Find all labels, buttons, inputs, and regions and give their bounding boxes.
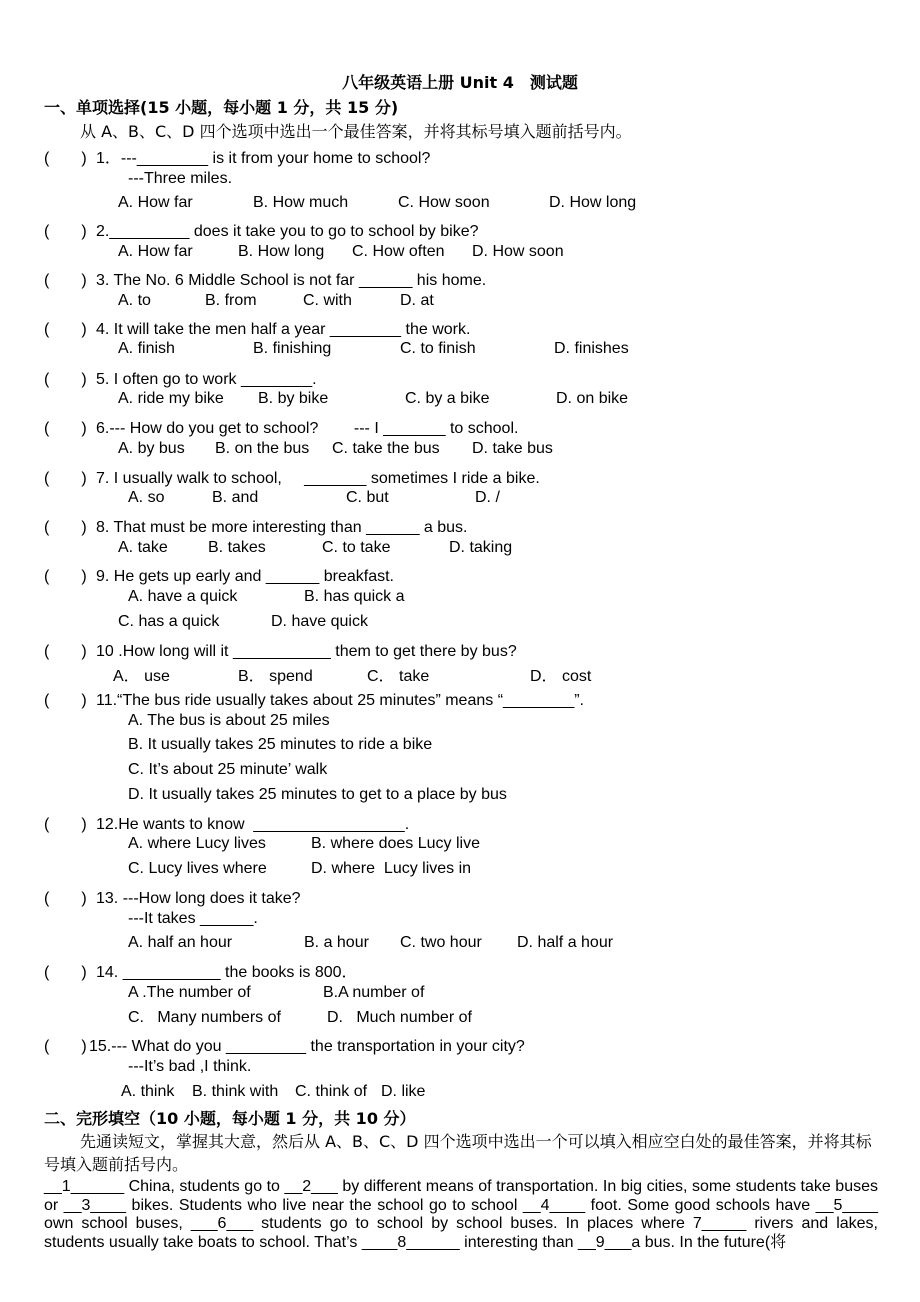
question-2 <box>44 218 479 241</box>
option: B. It usually takes 25 minutes to ride a bike <box>128 736 433 753</box>
answer-bracket: ( ) <box>44 519 87 536</box>
question-12 <box>44 811 409 834</box>
answer-bracket: ( ) <box>44 692 87 709</box>
question-9 <box>44 563 394 586</box>
option: B. where does Lucy live <box>311 835 480 852</box>
question-1 <box>44 145 430 168</box>
option: C. to take <box>322 539 391 556</box>
question-text: 6.--- How do you get to school? --- I _______ to school. <box>96 420 519 437</box>
question-text: 15.--- What do you _________ the transportation in your city? <box>89 1038 525 1055</box>
option: C. two hour <box>400 934 482 951</box>
option: B. think with <box>192 1083 279 1100</box>
option: B. on the bus <box>215 440 310 457</box>
question-text: 8. That must be more interesting than ______ a bus. <box>96 519 468 536</box>
answer-bracket: ( ) <box>44 964 87 981</box>
option: B. How long <box>238 243 325 260</box>
answer-bracket: ( ) <box>44 371 87 388</box>
question-text: 12.He wants to know _________________. <box>96 816 410 833</box>
question-text: 4. It will take the men half a year ________ the work. <box>96 321 471 338</box>
option: B. How much <box>253 194 349 211</box>
option: D. on bike <box>556 390 629 407</box>
option: C. to finish <box>400 340 476 357</box>
option: B. finishing <box>253 340 332 357</box>
option: D. where Lucy lives in <box>311 860 472 877</box>
question-text: 14. ___________ the books is 800． <box>96 964 358 981</box>
option: C. Many numbers of <box>128 1009 281 1026</box>
question-text: 2._________ does it take you to go to school by bike? <box>96 223 479 240</box>
answer-bracket: ( ) <box>44 470 87 487</box>
answer-bracket: ( ) <box>44 223 87 240</box>
question-6 <box>44 415 518 438</box>
answer-bracket: ( ) <box>44 272 87 289</box>
question-text: 13. ---How long does it take? <box>96 890 301 907</box>
option: C. but <box>346 489 389 506</box>
question-text: 1．---________ is it from your home to school? <box>96 150 431 167</box>
option: A. where Lucy lives <box>128 835 266 852</box>
answer-bracket: ( ) <box>44 816 87 833</box>
answer-bracket: ( ) <box>44 321 87 338</box>
option: C. think of <box>295 1083 368 1100</box>
option: C. take the bus <box>332 440 440 457</box>
question-text: 11.“The bus ride usually takes about 25 minutes” means “________”. <box>96 692 584 709</box>
option: A. so <box>128 489 165 506</box>
page-title: 八年级英语上册 Unit 4 测试题 <box>342 73 578 92</box>
option: D. How long <box>549 194 637 211</box>
option: D. have quick <box>271 613 368 630</box>
option: C． take <box>367 668 430 685</box>
question-1-reply: ---Three miles. <box>128 170 233 187</box>
answer-bracket: ( ) <box>44 1038 87 1055</box>
question-15-reply: ---It’s bad ,I think. <box>128 1058 252 1075</box>
option: C. How soon <box>398 194 490 211</box>
option: A. by bus <box>118 440 185 457</box>
answer-bracket: ( ) <box>44 150 87 167</box>
cloze-passage: __1______ China, students go to __2___ by different means of transportation. In big cities, some students take buses or __3____ bikes. Students who live near the school go to school __4____ foot. Some good schools have __5____ own school buses, ___6___ students go to school by school buses. In places where 7_____ rivers and lakes, students usually take boats to school. That’s ____8______ interesting than __9___a bus. In the future(将 <box>44 1178 878 1251</box>
question-text: 5. I often go to work ________. <box>96 371 317 388</box>
option: B.A number of <box>323 984 425 1001</box>
option: D． cost <box>530 668 592 685</box>
option: A. think <box>121 1083 175 1100</box>
question-7 <box>44 465 540 488</box>
option: C. Lucy lives where <box>128 860 267 877</box>
option: C. by a bike <box>405 390 490 407</box>
option: D. How soon <box>472 243 564 260</box>
section-1-instructions: 从 A、B、C、D 四个选项中选出一个最佳答案，并将其标号填入题前括号内。 <box>80 122 632 141</box>
option: A． use <box>113 668 170 685</box>
option: A .The number of <box>128 984 251 1001</box>
option: D. at <box>400 292 434 309</box>
question-10 <box>44 638 517 661</box>
option: A. to <box>118 292 151 309</box>
question-13-reply: ---It takes ______. <box>128 910 258 927</box>
option: B. has quick a <box>304 588 405 605</box>
option: C. How often <box>352 243 445 260</box>
option: A. have a quick <box>128 588 238 605</box>
question-text: 10 .How long will it ___________ them to get there by bus? <box>96 643 517 660</box>
option: A. take <box>118 539 168 556</box>
option: C. It’s about 25 minute’ walk <box>128 761 328 778</box>
question-13 <box>44 885 301 908</box>
question-14 <box>44 959 358 982</box>
answer-bracket: ( ) <box>44 890 87 907</box>
question-5 <box>44 366 317 389</box>
answer-bracket: ( ) <box>44 420 87 437</box>
section-2-instructions: 先通读短文，掌握其大意，然后从 A、B、C、D 四个选项中选出一个可以填入相应空白处的最佳答案，并将其标号填入题前括号内。 <box>44 1132 872 1174</box>
option: A. How far <box>118 194 193 211</box>
section-2-heading: 二、完形填空（10 小题，每小题 1 分，共 10 分） <box>44 1109 416 1128</box>
question-4 <box>44 316 470 339</box>
question-8 <box>44 514 468 537</box>
option: D. taking <box>449 539 513 556</box>
question-3 <box>44 267 486 290</box>
option: D. Much number of <box>327 1009 472 1026</box>
option: C. has a quick <box>118 613 220 630</box>
question-11 <box>44 687 584 710</box>
option: D. It usually takes 25 minutes to get to a place by bus <box>128 786 507 803</box>
option: B. takes <box>208 539 266 556</box>
question-text: 9. He gets up early and ______ breakfast. <box>96 568 394 585</box>
option: D. / <box>475 489 500 506</box>
option: D. finishes <box>554 340 629 357</box>
option: A. finish <box>118 340 175 357</box>
option: D. take bus <box>472 440 553 457</box>
question-text: 3. The No. 6 Middle School is not far ______ his home. <box>96 272 487 289</box>
option: B. a hour <box>304 934 369 951</box>
answer-bracket: ( ) <box>44 643 87 660</box>
option: A. How far <box>118 243 193 260</box>
option: D. like <box>381 1083 426 1100</box>
option: B. and <box>212 489 259 506</box>
option: B. by bike <box>258 390 329 407</box>
option: A. half an hour <box>128 934 233 951</box>
section-1-heading: 一、单项选择(15 小题，每小题 1 分，共 15 分) <box>44 98 399 117</box>
option: D. half a hour <box>517 934 614 951</box>
question-15 <box>44 1033 525 1056</box>
option: C. with <box>303 292 352 309</box>
answer-bracket: ( ) <box>44 568 87 585</box>
option: A. The bus is about 25 miles <box>128 712 330 729</box>
option: B. from <box>205 292 257 309</box>
option: B． spend <box>238 668 313 685</box>
question-text: 7. I usually walk to school, _______ sometimes I ride a bike. <box>96 470 540 487</box>
option: A. ride my bike <box>118 390 224 407</box>
